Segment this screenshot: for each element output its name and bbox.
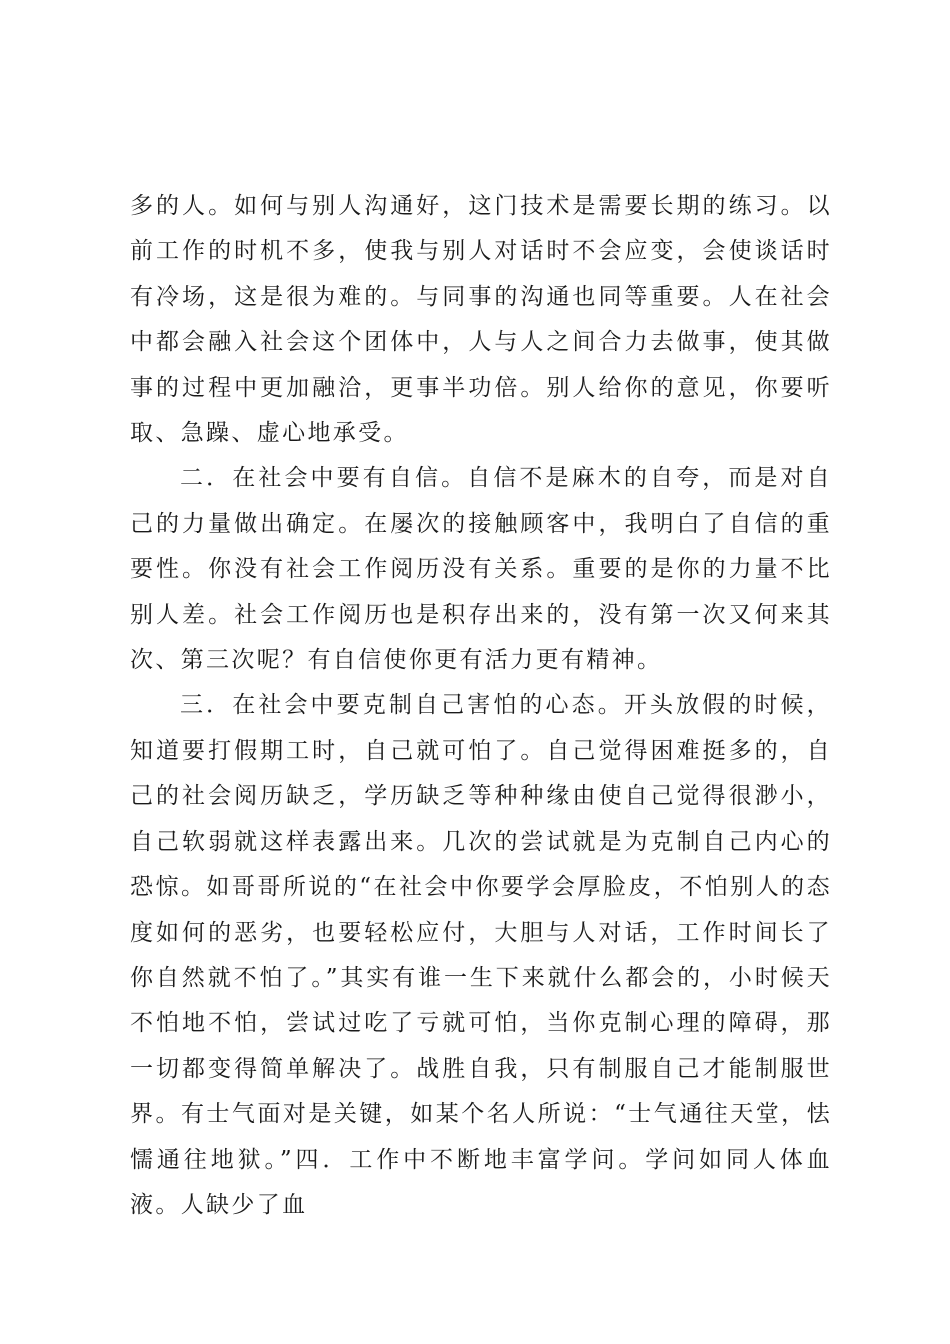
paragraph-continuation: 多的人。如何与别人沟通好，这门技术是需要长期的练习。以前工作的时机不多，使我与别人对话时不会应变，会使谈话时有冷场，这是很为难的。与同事的沟通也同等重要。人在社会中都会融入社会这个团体中，人与人之间合力去做事，使其做事的过程中更加融洽，更事半功倍。别人给你的意见，你要听取、急躁、虚心地承受。 — [130, 193, 832, 447]
body-text — [130, 184, 832, 1228]
paragraph-overcome-fear: 三．在社会中要克制自己害怕的心态。开头放假的时候，知道要打假期工时，自己就可怕了。自己觉得困难挺多的，自己的社会阅历缺乏，学历缺乏等种种缘由使自己觉得很渺小，自己软弱就这样表露出来。几次的尝试就是为克制自己内心的恐惊。如哥哥所说的“在社会中你要学会厚脸皮，不怕别人的态度如何的恶劣，也要轻松应付，大胆与人对话，工作时间长了你自然就不怕了。”其实有谁一生下来就什么都会的，小时候天不怕地不怕，尝试过吃了亏就可怕，当你克制心理的障碍，那一切都变得简单解决了。战胜自我，只有制服自己才能制服世界。有士气面对是关键，如某个名人所说：“士气通往天堂，怯懦通往地狱。”四．工作中不断地丰富学问。学问如同人体血液。人缺少了血 — [130, 692, 832, 1218]
paragraph-confidence: 二．在社会中要有自信。自信不是麻木的自夸，而是对自己的力量做出确定。在屡次的接触顾客中，我明白了自信的重要性。你没有社会工作阅历没有关系。重要的是你的力量不比别人差。社会工作阅历也是积存出来的，没有第一次又何来其次、第三次呢？有自信使你更有活力更有精神。 — [130, 465, 832, 674]
